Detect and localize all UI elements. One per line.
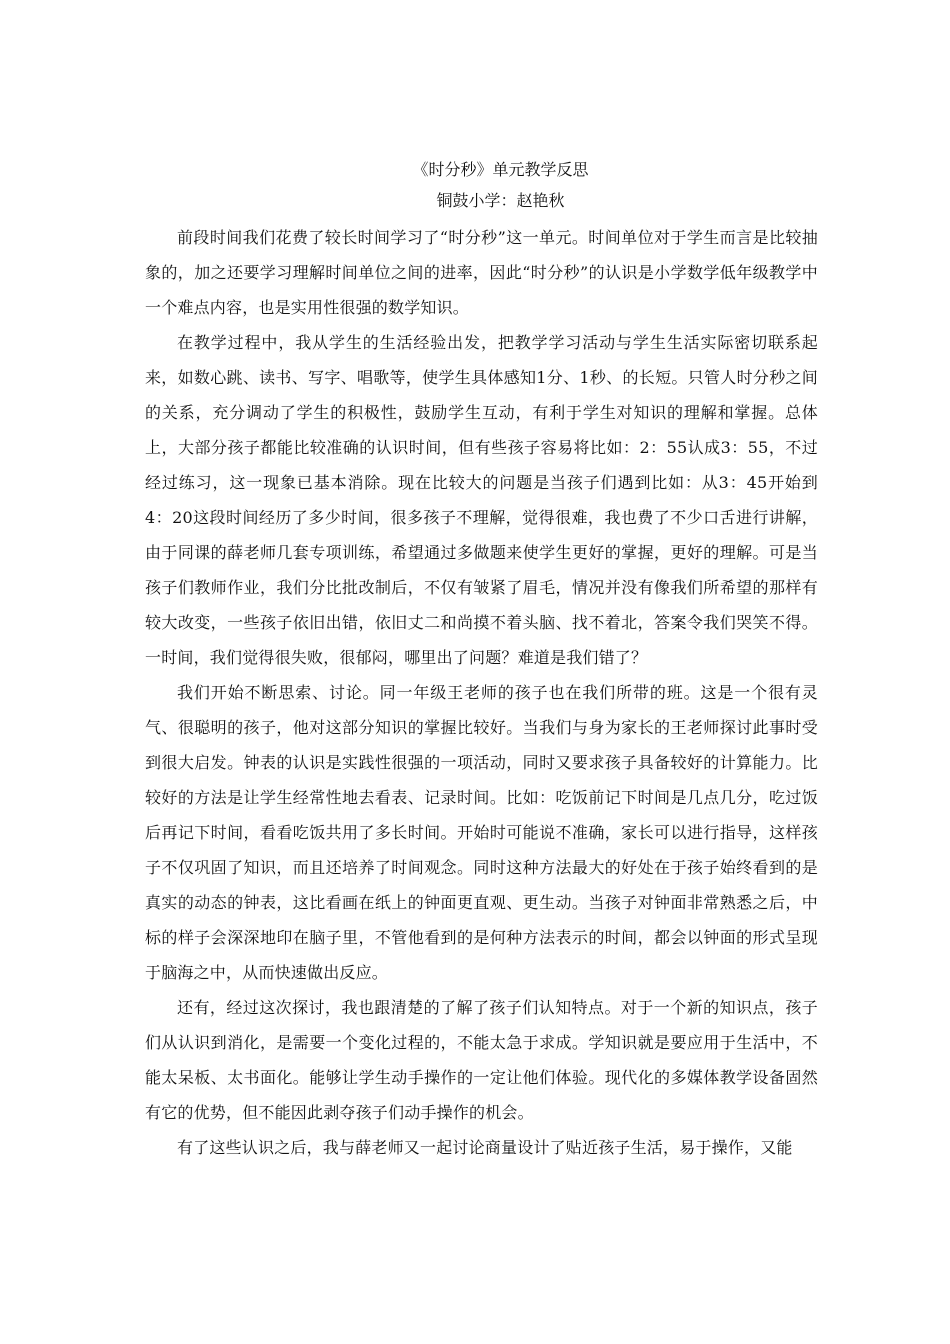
document-page (145, 156, 818, 1165)
paragraph-3: 我们开始不断思索、讨论。同一年级王老师的孩子也在我们所带的班。这是一个很有灵气、很聪明的孩子，他对这部分知识的掌握比较好。当我们与身为家长的王老师探讨此事时受到很大启发。钟表的认识是实践性很强的一项活动，同时又要求孩子具备较好的计算能力。比较好的方法是让学生经常性地去看表、记录时间。比如：吃饭前记下时间是几点几分，吃过饭后再记下时间，看看吃饭共用了多长时间。开始时可能说不准确，家长可以进行指导，这样孩子不仅巩固了知识，而且还培养了时间观念。同时这种方法最大的好处在于孩子始终看到的是真实的动态的钟表，这比看画在纸上的钟面更直观、更生动。当孩子对钟面非常熟悉之后，中标的样子会深深地印在脑子里，不管他看到的是何种方法表示的时间，都会以钟面的形式呈现于脑海之中，从而快速做出反应。 (145, 683, 818, 982)
document-title: 《时分秒》单元教学反思 (412, 160, 589, 179)
paragraph-5: 有了这些认识之后，我与薛老师又一起讨论商量设计了贴近孩子生活，易于操作，又能 (177, 1138, 793, 1157)
document-author: 铜鼓小学：赵艳秋 (436, 191, 565, 210)
paragraph-4: 还有，经过这次探讨，我也跟清楚的了解了孩子们认知特点。对于一个新的知识点，孩子们从认识到消化，是需要一个变化过程的，不能太急于求成。学知识就是要应用于生活中，不能太呆板、太书面化。能够让学生动手操作的一定让他们体验。现代化的多媒体教学设备固然有它的优势，但不能因此剥夺孩子们动手操作的机会。 (145, 998, 818, 1122)
paragraph-2: 在教学过程中，我从学生的生活经验出发，把教学学习活动与学生生活实际密切联系起来，如数心跳、读书、写字、唱歌等，使学生具体感知1分、1秒、的长短。只管人时分秒之间的关系，充分调动了学生的积极性，鼓励学生互动，有利于学生对知识的理解和掌握。总体上，大部分孩子都能比较准确的认识时间，但有些孩子容易将比如：2：55认成3：55，不过经过练习，这一现象已基本消除。现在比较大的问题是当孩子们遇到比如：从3：45开始到4：20这段时间经历了多少时间，很多孩子不理解，觉得很难，我也费了不少口舌进行讲解，由于同课的薛老师几套专项训练，希望通过多做题来使学生更好的掌握，更好的理解。可是当孩子们教师作业，我们分比批改制后，不仅有皱紧了眉毛，情况并没有像我们所希望的那样有较大改变，一些孩子依旧出错，依旧丈二和尚摸不着头脑、找不着北，答案令我们哭笑不得。一时间，我们觉得很失败，很郁闷，哪里出了问题？难道是我们错了？ (145, 333, 818, 667)
paragraph-1: 前段时间我们花费了较长时间学习了“时分秒”这一单元。时间单位对于学生而言是比较抽象的，加之还要学习理解时间单位之间的进率，因此“时分秒”的认识是小学数学低年级教学中一个难点内容，也是实用性很强的数学知识。 (145, 228, 818, 317)
